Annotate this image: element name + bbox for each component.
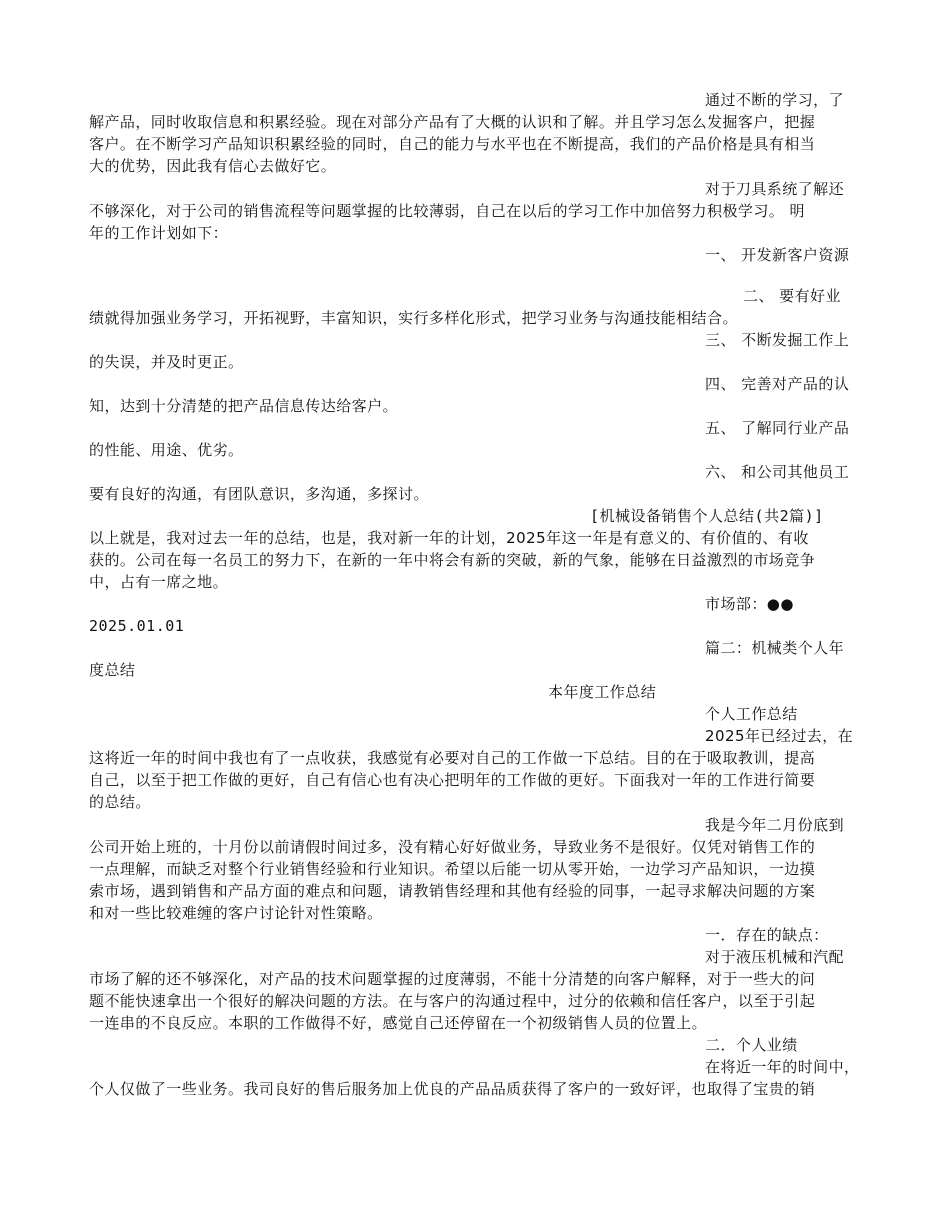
text-line: 的失误，并及时更正。 xyxy=(89,353,244,371)
text-line: 大的优势，因此我有信心去做好它。 xyxy=(89,157,337,175)
text-line: 的总结。 xyxy=(89,793,151,811)
text-line: 公司开始上班的，十月份以前请假时间过多，没有精心好好做业务，导致业务不是很好。仅凭对销售工作的 xyxy=(89,838,816,856)
text-line: 通过不断的学习，了 xyxy=(705,91,845,109)
text-line: 获的。公司在每一名员工的努力下，在新的一年中将会有新的突破，新的气象，能够在日益激烈的市场竞争 xyxy=(89,551,816,569)
list-item: 六、 和公司其他员工 xyxy=(705,463,850,481)
section-heading: 二．个人业绩 xyxy=(705,1036,798,1054)
text-line: 这将近一年的时间中我也有了一点收获，我感觉有必要对自己的工作做一下总结。目的在于吸取教训，提高 xyxy=(89,749,816,767)
text-line: 知，达到十分清楚的把产品信息传达给客户。 xyxy=(89,397,399,415)
list-item: 二、 要有好业 xyxy=(743,287,841,305)
text-line: 解产品，同时收取信息和积累经验。现在对部分产品有了大概的认识和了解。并且学习怎么发掘客户，把握 xyxy=(89,113,816,131)
list-item: 三、 不断发掘工作上 xyxy=(705,331,850,349)
subtitle: 个人工作总结 xyxy=(705,705,798,723)
list-item: 五、 了解同行业产品 xyxy=(705,419,850,437)
text-line: 要有良好的沟通，有团队意识，多沟通，多探讨。 xyxy=(89,485,429,503)
text-line: 对于液压机械和汽配 xyxy=(705,948,845,966)
text-line: 中，占有一席之地。 xyxy=(89,573,229,591)
section-heading: 一．存在的缺点： xyxy=(705,926,829,944)
text-line: 不够深化，对于公司的销售流程等问题掌握的比较薄弱，自己在以后的学习工作中加倍努力积极学习。 明 xyxy=(89,202,805,220)
signature-date: 2025.01.01 xyxy=(89,617,185,635)
text-line: 年的工作计划如下： xyxy=(89,224,229,242)
section-heading: 篇二：机械类个人年 xyxy=(705,639,845,657)
text-line: 一点理解，而缺乏对整个行业销售经验和行业知识。希望以后能一切从零开始，一边学习产品知识，一边摸 xyxy=(89,860,816,878)
text-line: 市场了解的还不够深化，对产品的技术问题掌握的过度薄弱，不能十分清楚的向客户解释，对于一些大的问 xyxy=(89,970,816,988)
text-line: 自己，以至于把工作做的更好，自己有信心也有决心把明年的工作做的更好。下面我对一年的工作进行简要 xyxy=(89,771,816,789)
text-line: 对于刀具系统了解还 xyxy=(705,180,845,198)
section-heading: 度总结 xyxy=(89,661,136,679)
text-line: 以上就是，我对过去一年的总结，也是，我对新一年的计划，2025年这一年是有意义的、有价值的、有收 xyxy=(89,529,809,547)
text-line: 客户。在不断学习产品知识积累经验的同时，自己的能力与水平也在不断提高，我们的产品价格是具有相当 xyxy=(89,135,816,153)
list-item: 四、 完善对产品的认 xyxy=(705,375,850,393)
document-title: 本年度工作总结 xyxy=(548,683,657,701)
list-item: 一、 开发新客户资源 xyxy=(705,246,850,264)
text-line: 的性能、用途、优劣。 xyxy=(89,441,244,459)
text-line: 在将近一年的时间中， xyxy=(705,1058,860,1076)
signature-department: 市场部：●● xyxy=(705,595,794,613)
text-line: 绩就得加强业务学习，开拓视野，丰富知识，实行多样化形式，把学习业务与沟通技能相结合。 xyxy=(89,309,738,327)
text-line: 一连串的不良反应。本职的工作做得不好，感觉自己还停留在一个初级销售人员的位置上。 xyxy=(89,1014,708,1032)
text-line: 2025年已经过去，在 xyxy=(705,727,854,745)
text-line: 个人仅做了一些业务。我司良好的售后服务加上优良的产品品质获得了客户的一致好评，也取得了宝贵的销 xyxy=(89,1080,816,1098)
text-line: 和对一些比较难缠的客户讨论针对性策略。 xyxy=(89,904,383,922)
text-line: 题不能快速拿出一个很好的解决问题的方法。在与客户的沟通过程中，过分的依赖和信任客户，以至于引起 xyxy=(89,992,816,1010)
text-line: 我是今年二月份底到 xyxy=(705,816,845,834)
article-title: [机械设备销售个人总结(共2篇)] xyxy=(590,507,824,525)
text-line: 索市场，遇到销售和产品方面的难点和问题，请教销售经理和其他有经验的同事，一起寻求解决问题的方案 xyxy=(89,882,816,900)
